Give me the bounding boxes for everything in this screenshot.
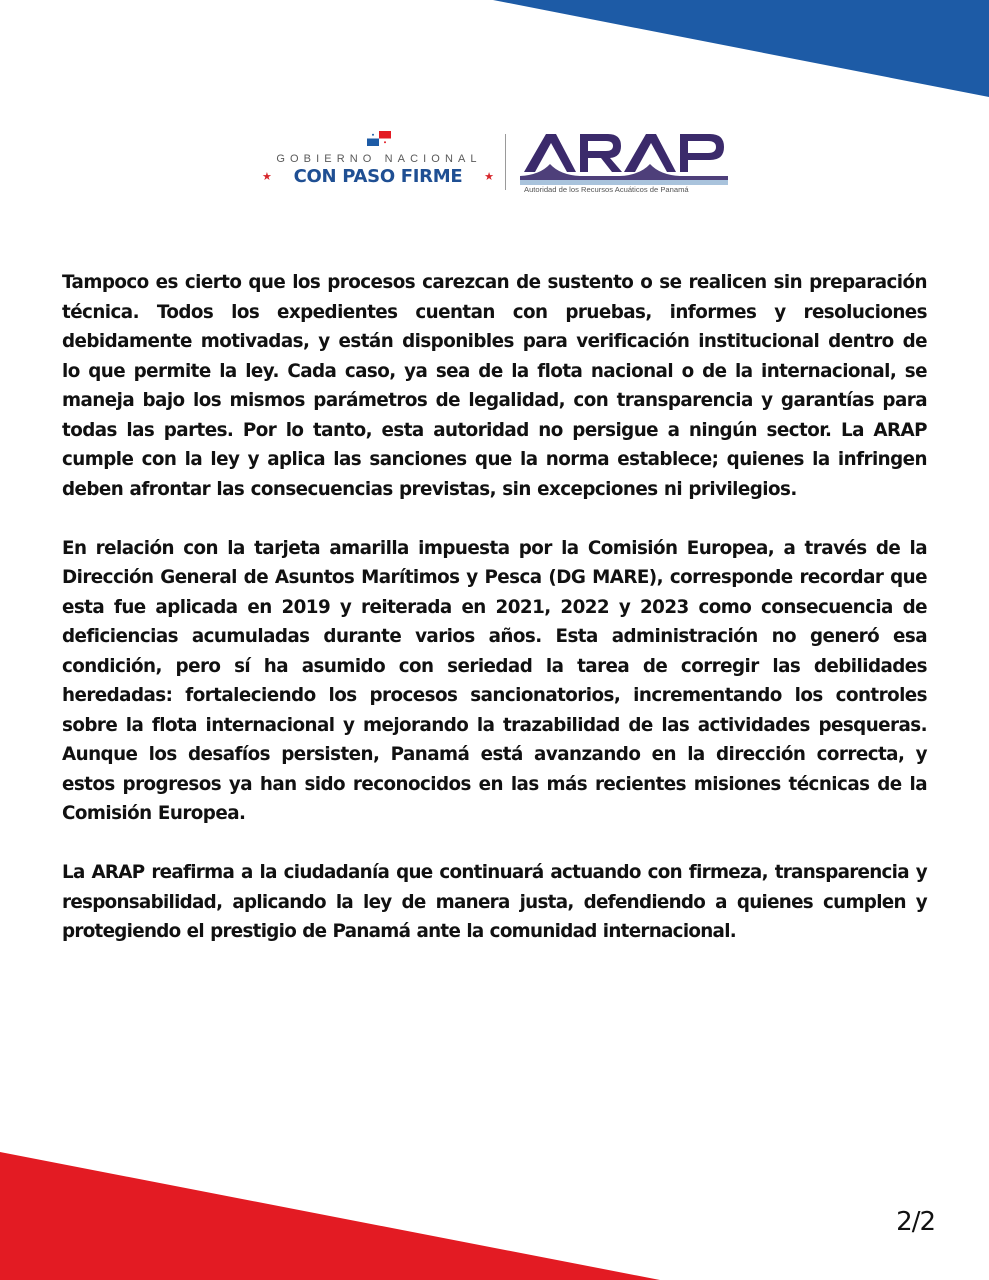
star-icon: ★ bbox=[484, 170, 494, 183]
gobierno-nacional-logo bbox=[262, 128, 494, 194]
paragraph: En relación con la tarjeta amarilla impuesta por la Comisión Europea, a través de la Dirección General de Asuntos Marítimos y Pesca (DG MARE), corresponde recordar que esta fue aplicada en 2019 y reiterada en 2021, 2022 y 2023 como consecuencia de deficiencias acumuladas durante varios años. Esta administración no generó esa condición, pero sí ha asumido con seriedad la tarea de corregir las debilidades heredadas: fortaleciendo los procesos sancionatorios, incrementando los controles sobre la flota internacional y mejorando la trazabilidad de las actividades pesqueras. Aunque los desafíos persisten, Panamá está avanzando en la dirección correcta, y estos progresos ya han sido reconocidos en las más recientes misiones técnicas de la Comisión Europea. bbox=[62, 537, 927, 824]
header-logos bbox=[262, 128, 732, 198]
page-number: 2/2 bbox=[896, 1207, 935, 1237]
panama-flag-icon bbox=[367, 131, 391, 146]
red-corner-band bbox=[0, 1140, 989, 1280]
paragraph: La ARAP reafirma a la ciudadanía que continuará actuando con firmeza, transparencia y responsabilidad, aplicando la ley de manera justa, defendiendo a quienes cumplen y protegiendo el prestigio de Panamá ante la comunidad internacional. bbox=[62, 862, 927, 942]
logo-divider bbox=[505, 134, 506, 190]
star-icon: ★ bbox=[262, 170, 272, 183]
arap-caption: Autoridad de los Recursos Acuáticos de Panamá bbox=[524, 185, 689, 194]
red-triangle bbox=[0, 1152, 660, 1280]
gobierno-nacional-text: GOBIERNO NACIONAL bbox=[276, 153, 482, 165]
con-paso-firme-text: CON PASO FIRME bbox=[293, 166, 463, 187]
paragraph: Tampoco es cierto que los procesos carezcan de sustento o se realicen sin preparación técnica. Todos los expedientes cuentan con pruebas, informes y resoluciones debidamente motivadas, y están disponibles para verificación institucional dentro de lo que permite la ley. Cada caso, ya sea de la flota nacional o de la internacional, se maneja bajo los mismos parámetros de legalidad, con transparencia y garantías para todas las partes. Por lo tanto, esta autoridad no persigue a ningún sector. La ARAP cumple con la ley y aplica las sanciones que la norma establece; quienes la infringen deben afrontar las consecuencias previstas, sin excepciones ni privilegios. bbox=[62, 272, 927, 500]
blue-corner-band bbox=[0, 0, 989, 110]
slogan-row bbox=[262, 166, 494, 187]
blue-triangle bbox=[493, 0, 989, 97]
document-body bbox=[62, 268, 927, 976]
